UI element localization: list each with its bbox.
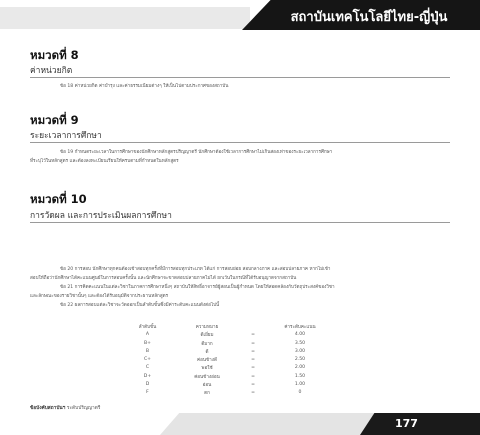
equals-sign: = [251,373,255,379]
equals-sign: = [251,332,255,338]
equals-sign: = [251,365,255,371]
grade-letter: A [145,332,150,338]
article-20-line-1: ข้อ 20 การสอบ นักศึกษาทุกคนต้องเข้าสอบทุกครั้งที่มีการสอบทุกประเภท ได้แก่ การสอบย่อย สอบกลางภาค และสอบปลายภาค หากไม่เข้า [60,267,331,272]
section-10-divider [30,222,450,223]
grade-point: 2.00 [294,365,306,371]
grade-letter: D [145,382,150,388]
footer-source [30,404,100,412]
section-8-divider [30,77,450,78]
header-band [0,0,480,30]
grade-point: 2.50 [294,357,306,363]
institute-title: สถาบันเทคโนโลยีไทย-ญี่ปุ่น [290,10,448,25]
equals-sign: = [251,340,255,346]
grade-point: 4.00 [294,332,306,338]
section-9-heading: หมวดที่ 9 [30,113,79,127]
article-21-line-2: และลักษณะของรายวิชานั้นๆ และต้องได้รับอนุมัติจากประธานหลักสูตร [30,294,169,299]
grade-meaning: ตก [204,391,210,397]
grade-meaning: ค่อนข้างดี [197,358,217,364]
header-gray-stripe [0,7,250,29]
article-18: ข้อ 18 ค่าหน่วยกิต ค่าบำรุง และค่าธรรมเนียมต่างๆ ให้เป็นไปตามประกาศของสถาบัน [60,84,229,89]
equals-sign: = [251,348,255,354]
grade-meaning: ดีมาก [201,341,213,347]
grade-letter: C [145,365,150,371]
section-9-subtitle: ระยะเวลาการศึกษา [30,131,102,141]
header-point: ค่าระดับคะแนน [284,325,316,330]
article-19-line-1: ข้อ 19 กำหนดระยะเวลาในการศึกษาของนักศึกษาหลักสูตรปริญญาตรี นักศึกษาต้องใช้เวลาการศึกษาไม่เกินสองเท่าของระยะเวลาการศึกษา [60,150,333,155]
grade-letter: C+ [143,357,152,363]
section-10-subtitle: การวัดผล และการประเมินผลการศึกษา [30,211,172,221]
grade-letter: D+ [143,373,152,379]
footer-source-label: ข้อบังคับสถาบันฯ [30,406,66,411]
grade-letter: B+ [143,340,151,346]
footer-black-tab [360,413,480,435]
article-21-line-1: ข้อ 21 การคิดคะแนนในแต่ละวิชาในภาคการศึกษาหนึ่งๆ สถาบันให้สิทธิ์อาจารย์ผู้สอนเป็นผู้กำหนด โดยให้สอดคล้องกับวัตถุประสงค์ของวิชา [60,285,335,290]
grade-meaning: อ่อน [202,383,212,389]
header-grade: ลำดับขั้น [138,325,157,330]
grade-meaning: ดี [205,349,209,355]
equals-sign: = [251,390,255,396]
grade-meaning: ดีเยี่ยม [200,333,214,339]
header-meaning: ความหมาย [195,325,219,330]
grade-meaning: พอใช้ [201,366,213,372]
footer-source-text: ระดับปริญญาตรี [66,406,101,411]
article-19-line-2: ที่ระบุไว้ในหลักสูตร และต้องลงทะเบียนเรียนให้ครบตามที่กำหนดในหลักสูตร [30,159,179,164]
page-number: 177 [395,417,418,430]
grade-point: 0 [298,390,302,396]
grade-point: 3.50 [294,340,306,346]
section-10-heading: หมวดที่ 10 [30,192,87,206]
grade-point: 1.00 [294,382,306,388]
section-9-divider [30,142,450,143]
grade-point: 1.50 [294,373,306,379]
article-20-line-2: สอบให้ถือว่านักศึกษาได้คะแนนศูนย์ในการสอบครั้งนั้น และนักศึกษาจะขาดสอบปลายภาคไม่ได้ ยกเว้นในกรณีที่ได้รับอนุญาตจากสถาบัน [30,276,297,281]
equals-sign: = [251,357,255,363]
section-8-heading: หมวดที่ 8 [30,48,79,62]
section-8-subtitle: ค่าหน่วยกิต [30,66,73,76]
grade-point: 3.00 [294,348,306,354]
grade-letter: F [146,390,149,396]
article-22-intro: ข้อ 22 ผลการสอบแต่ละวิชาจะวัดออกเป็นลำดับขั้นซึ่งมีค่าระดับคะแนนดังต่อไปนี้ [60,303,220,308]
equals-sign: = [251,382,255,388]
grade-letter: B [145,348,150,354]
grade-meaning: ค่อนข้างอ่อน [194,374,220,380]
